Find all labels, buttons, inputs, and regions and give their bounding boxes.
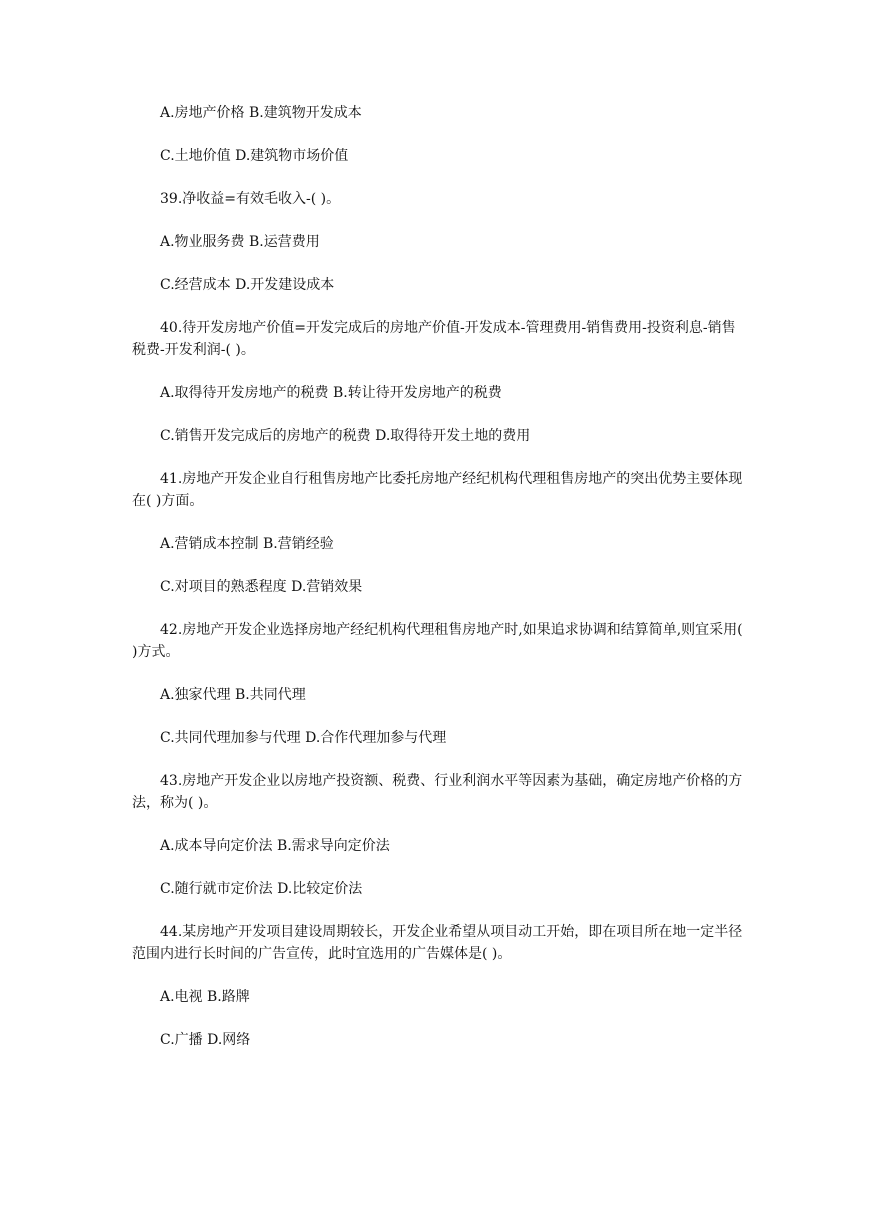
answer-options-38-c-d: C.土地价值 D.建筑物市场价值 bbox=[160, 148, 349, 164]
document-body bbox=[132, 102, 744, 1072]
question-40: 40.待开发房地产价值=开发完成后的房地产价值-开发成本-管理费用-销售费用-投资利息-销售税费-开发利润-( )。 bbox=[132, 320, 736, 358]
answer-options-44-c-d: C.广播 D.网络 bbox=[160, 1032, 251, 1048]
answer-options-38-a-b: A.房地产价格 B.建筑物开发成本 bbox=[160, 105, 362, 121]
answer-options-39-a-b: A.物业服务费 B.运营费用 bbox=[160, 234, 320, 250]
answer-options-44-a-b: A.电视 B.路牌 bbox=[160, 989, 250, 1005]
question-43: 43.房地产开发企业以房地产投资额、税费、行业利润水平等因素为基础，确定房地产价格的方法，称为( )。 bbox=[132, 773, 743, 811]
answer-options-40-c-d: C.销售开发完成后的房地产的税费 D.取得待开发土地的费用 bbox=[160, 428, 531, 444]
answer-options-41-a-b: A.营销成本控制 B.营销经验 bbox=[160, 536, 334, 552]
question-44: 44.某房地产开发项目建设周期较长，开发企业希望从项目动工开始，即在项目所在地一定半径范围内进行长时间的广告宣传，此时宜选用的广告媒体是( )。 bbox=[132, 924, 743, 962]
question-39: 39.净收益=有效毛收入-( )。 bbox=[160, 191, 341, 207]
question-42: 42.房地产开发企业选择房地产经纪机构代理租售房地产时,如果追求协调和结算简单,则宜采用( )方式。 bbox=[132, 622, 743, 660]
answer-options-43-a-b: A.成本导向定价法 B.需求导向定价法 bbox=[160, 838, 390, 854]
answer-options-40-a-b: A.取得待开发房地产的税费 B.转让待开发房地产的税费 bbox=[160, 385, 502, 401]
answer-options-42-a-b: A.独家代理 B.共同代理 bbox=[160, 687, 306, 703]
answer-options-39-c-d: C.经营成本 D.开发建设成本 bbox=[160, 277, 335, 293]
answer-options-43-c-d: C.随行就市定价法 D.比较定价法 bbox=[160, 881, 363, 897]
question-41: 41.房地产开发企业自行租售房地产比委托房地产经纪机构代理租售房地产的突出优势主要体现在( )方面。 bbox=[132, 471, 743, 509]
answer-options-42-c-d: C.共同代理加参与代理 D.合作代理加参与代理 bbox=[160, 730, 447, 746]
answer-options-41-c-d: C.对项目的熟悉程度 D.营销效果 bbox=[160, 579, 363, 595]
